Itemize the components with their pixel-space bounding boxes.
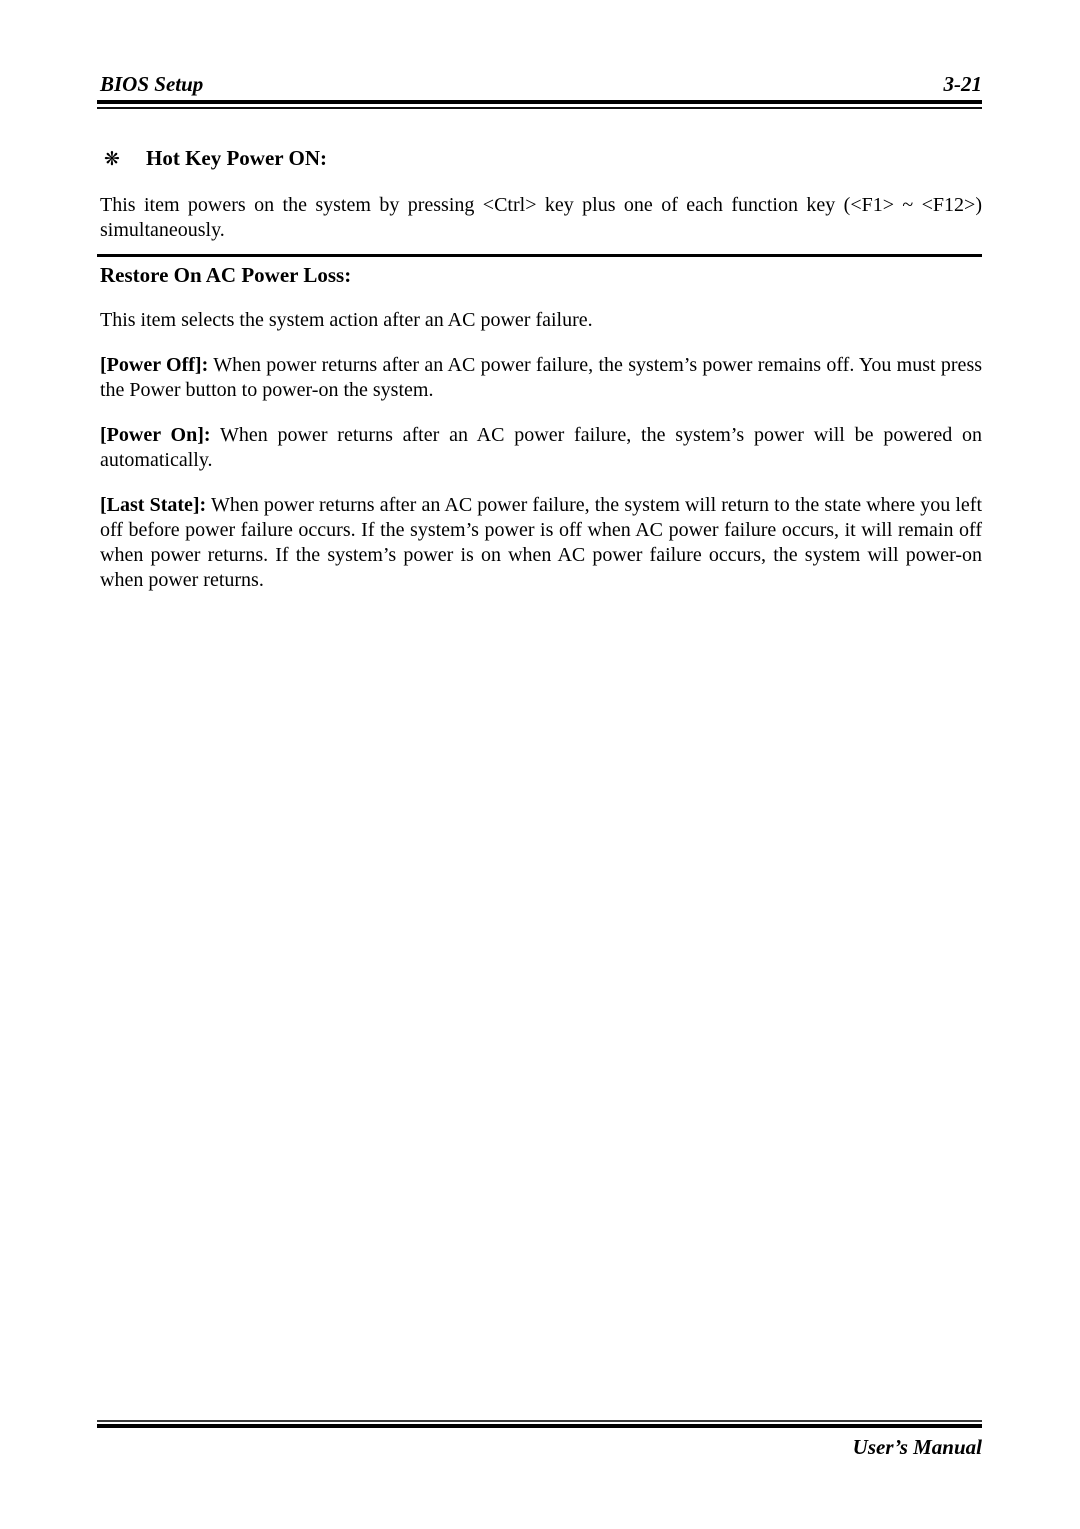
footer-rule-thick-line [97,1424,982,1428]
option-label-power-off: [Power Off]: [100,354,209,376]
header-rule-thin-line [97,107,982,109]
option-text-power-off: When power returns after an AC power failure, the system’s power remains off. You must press the Power button to power-on the system. [100,354,983,401]
snowflake-bullet-icon: ❋ [104,149,120,170]
page-content [100,145,982,593]
option-text-last-state: When power returns after an AC power failure, the system will return to the state where you left off before power failure occurs. If the system’s power is off when AC power failure occurs, it will remain off when power returns. If the system’s power is on when AC power failure occurs, the system will power-on when power returns. [100,494,982,591]
section-divider-line [97,254,982,257]
option-label-last-state: [Last State]: [100,494,207,516]
option-paragraph-last-state [100,493,982,593]
header-page-number: 3-21 [943,72,982,96]
restore-title: Restore On AC Power Loss: [100,263,352,287]
footer-label: User’s Manual [852,1435,982,1459]
option-paragraph-power-off [100,353,982,403]
footer-rule [97,1420,982,1428]
option-text-power-on: When power returns after an AC power failure, the system’s power will be powered on automatically. [100,424,982,471]
page-header [100,72,982,109]
header-row [100,72,982,96]
option-label-power-on: [Power On]: [100,424,211,446]
header-chapter-title: BIOS Setup [100,72,204,96]
hot-key-heading [100,145,982,173]
header-rule [97,100,982,109]
option-paragraph-power-on [100,423,982,473]
hot-key-title: Hot Key Power ON: [146,146,327,170]
restore-intro: This item selects the system action after an AC power failure. [100,309,593,331]
hot-key-description: This item powers on the system by pressing <Ctrl> key plus one of each function key (<F1> ~ <F12>) simultaneously. [100,194,982,241]
page-footer [97,1420,982,1459]
